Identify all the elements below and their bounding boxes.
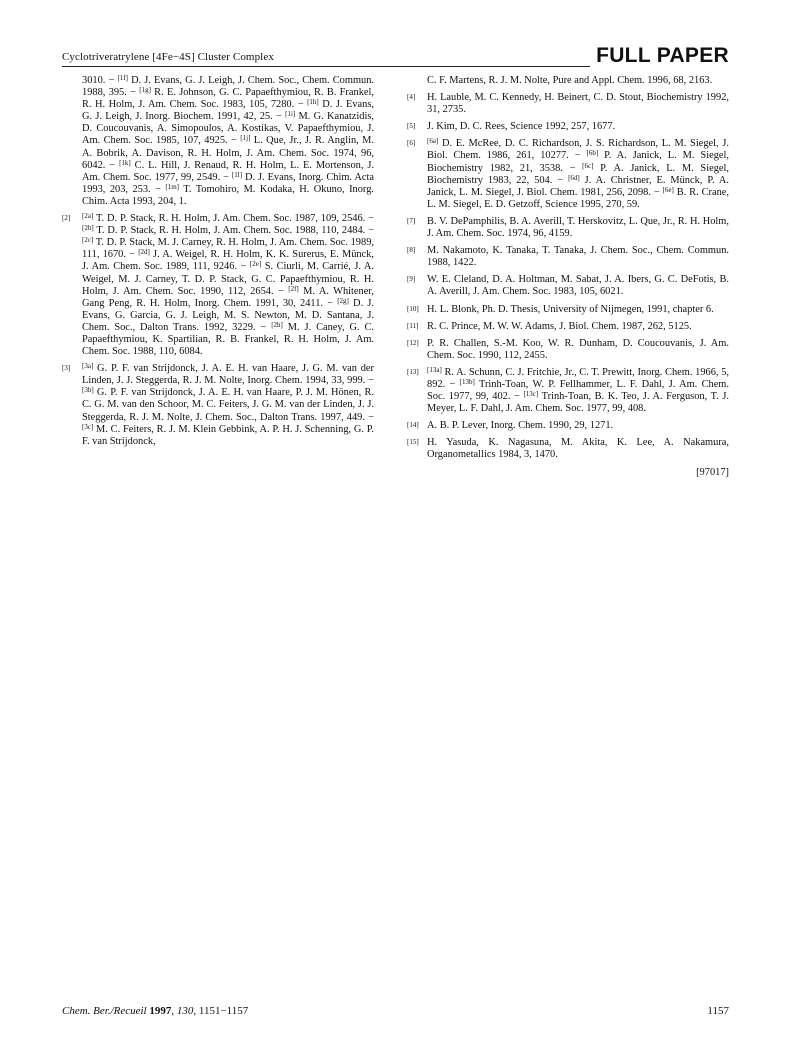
reference-2	[62, 213, 374, 358]
reference-4	[407, 92, 729, 116]
reference-3	[62, 363, 374, 448]
reference-text: J. Kim, D. C. Rees, Science 1992, 257, 1677.	[427, 121, 616, 133]
reference-text: [13a] R. A. Schunn, C. J. Fritchie, Jr., C. T. Prewitt, Inorg. Chem. 1966, 5, 892. − [13b] Trinh-Toan, W. P. Fellhammer, L. F. Dahl, J. Am. Chem. Soc. 1977, 99, 402. − [13c] Trinh-Toan, B. K. Teo, J. A. Ferguson, T. J. Meyer, L. F. Dahl, J. Am. Chem. Soc. 1977, 99, 408.	[427, 365, 729, 415]
reference-number: [13]	[407, 367, 419, 376]
reference-text: B. V. DePamphilis, B. A. Averill, T. Herskovitz, L. Que, Jr., R. H. Holm, J. Am. Chem. Soc. 1974, 96, 4159.	[427, 215, 729, 240]
footer-volume: 130	[176, 1005, 194, 1017]
reference-number: [15]	[407, 438, 419, 447]
reference-text: H. L. Blonk, Ph. D. Thesis, University of Nijmegen, 1991, chapter 6.	[427, 303, 714, 315]
references-right-column	[407, 75, 729, 479]
reference-text: P. R. Challen, S.-M. Koo, W. R. Dunham, D. Coucouvanis, J. Am. Chem. Soc. 1990, 112, 2455.	[427, 337, 729, 361]
reference-text: H. Yasuda, K. Nagasuna, M. Akita, K. Lee, A. Nakamura, Organometallics 1984, 3, 1470.	[427, 437, 729, 461]
reference-continuation	[62, 75, 374, 208]
reference-text: H. Lauble, M. C. Kennedy, H. Beinert, C. D. Stout, Biochemistry 1992, 31, 2735.	[427, 92, 729, 116]
running-title: Cyclotriveratrylene [4Fe−4S] Cluster Complex	[62, 51, 274, 63]
reference-12	[407, 338, 729, 362]
footer-journal: Chem. Ber./Recueil	[62, 1005, 147, 1017]
reference-14	[407, 420, 729, 432]
reference-number: [12]	[407, 338, 419, 347]
footer-year: 1997	[149, 1005, 172, 1017]
reference-text: A. B. P. Lever, Inorg. Chem. 1990, 29, 1271.	[427, 420, 614, 432]
reference-text: C. F. Martens, R. J. M. Nolte, Pure and Appl. Chem. 1996, 68, 2163.	[427, 75, 713, 86]
reference-number: [9]	[407, 275, 416, 284]
reference-5	[407, 121, 729, 133]
reference-10	[407, 304, 729, 316]
reference-11	[407, 321, 729, 333]
reference-text: [3a] G. P. F. van Strijdonck, J. A. E. H. van Haare, J. G. M. van der Linden, J. J. Steggerda, R. J. M. Nolte, Inorg. Chem. 1994, 33, 999. − [3b] G. P. F. van Strijdonck, J. A. E. H. van Haare, P. J. M. Hönen, R. C. G. M. van den Schoor, M. C. Feiters, J. G. M. van der Linden, J. J. Steggerda, R. J. M. Nolte, J. Chem. Soc., Dalton Trans. 1997, 449. − [3c] M. C. Feiters, R. J. M. Klein Gebbink, A. P. H. J. Schenning, G. P. F. van Strijdonck,	[82, 362, 374, 447]
reference-number: [11]	[407, 321, 419, 330]
reference-number: [6]	[407, 139, 416, 148]
reference-8	[407, 245, 729, 269]
reference-number: [4]	[407, 93, 416, 102]
footer-citation: Chem. Ber./Recueil 1997, 130, 1151−1157	[62, 1005, 249, 1017]
references-left-column	[62, 75, 374, 453]
reference-number: [3]	[62, 364, 71, 373]
reference-text: [2a] T. D. P. Stack, R. H. Holm, J. Am. Chem. Soc. 1987, 109, 2546. − [2b] T. D. P. Stack, R. H. Holm, J. Am. Chem. Soc. 1988, 110, 2484. − [2c] T. D. P. Stack, M. J. Carney, R. H. Holm, J. Am. Chem. Soc. 1989, 111, 1670. − [2d] J. A. Weigel, R. H. Holm, K. K. Surerus, E. Münck, J. Am. Chem. Soc. 1989, 111, 9246. − [2e] S. Ciurli, M. Carrié, J. A. Weigel, M. J. Carney, T. D. P. Stack, G. C. Papaefthymiou, R. H. Holm, J. Am. Chem. Soc. 1990, 112, 2654. − [2f] M. A. Whitener, Gang Peng, R. H. Holm, Inorg. Chem. 1991, 30, 2411. − [2g] D. J. Evans, G. Garcia, G. J. Leigh, M. S. Newton, M. D. Santana, J. Chem. Soc., Dalton Trans. 1992, 3229. − [2h] M. J. Caney, G. C. Papaefthymiou, K. Spartilian, R. B. Frankel, R. H. Holm, J. Am. Chem. Soc. 1988, 110, 6084.	[82, 212, 374, 358]
reference-text: W. E. Cleland, D. A. Holtman, M. Sabat, J. A. Ibers, G. C. DeFotis, B. A. Averill, J. Am. Chem. Soc. 1983, 105, 6021.	[427, 274, 729, 298]
page-number: 1157	[707, 1005, 729, 1017]
reference-13	[407, 367, 729, 415]
reference-text: R. C. Prince, M. W. W. Adams, J. Biol. Chem. 1987, 262, 5125.	[427, 320, 692, 332]
footer-pages: 1151−1157	[198, 1005, 249, 1017]
reference-text: 3010. − [1f] D. J. Evans, G. J. Leigh, J. Chem. Soc., Chem. Commun. 1988, 395. − [1g] R. E. Johnson, G. C. Papaefthymiou, R. B. Frankel, R. H. Holm, J. Am. Chem. Soc. 1983, 105, 7280. − [1h] D. J. Evans, G. J. Leigh, J. Inorg. Biochem. 1991, 42, 25. − [1i] M. G. Kanatzidis, D. Coucouvanis, A. Simopoulos, A. Kostikas, V. Papaefthymiou, J. Am. Chem. Soc. 1985, 107, 4925. − [1j] L. Que, Jr., J. R. Anglin, M. A. Bobrik, A. Davison, R. H. Holm, J. Am. Chem. Soc. 1974, 96, 6042. − [1k] C. L. Hill, J. Renaud, R. H. Holm, L. E. Mortenson, J. Am. Chem. Soc. 1977, 99, 2549. − [1l] D. J. Evans, Inorg. Chim. Acta 1993, 203, 253. − [1m] T. Tomohiro, M. Kodaka, H. Okuno, Inorg. Chim. Acta 1993, 204, 1.	[82, 74, 375, 207]
reference-number: [7]	[407, 216, 416, 225]
reference-7	[407, 216, 729, 240]
reference-9	[407, 274, 729, 298]
reference-15	[407, 437, 729, 461]
reference-number: [14]	[407, 421, 419, 430]
reference-text: M. Nakamoto, K. Tanaka, T. Tanaka, J. Chem. Soc., Chem. Commun. 1988, 1422.	[427, 245, 729, 269]
reference-text: [6a] D. E. McRee, D. C. Richardson, J. S. Richardson, L. M. Siegel, J. Biol. Chem. 1986, 261, 10277. − [6b] P. A. Janick, L. M. Siegel, Biochemistry 1982, 21, 3538. − [6c] P. A. Janick, L. M. Siegel, Biochemistry 1983, 22, 504. − [6d] J. A. Christner, E. Münck, P. A. Janick, L. M. Siegel, J. Biol. Chem. 1981, 256, 2098. − [6e] B. R. Crane, L. M. Siegel, E. D. Getzoff, Science 1995, 270, 59.	[427, 137, 730, 210]
page-header	[62, 44, 729, 67]
reference-continuation	[407, 75, 729, 87]
reference-6	[407, 138, 729, 211]
reference-number: [10]	[407, 304, 419, 313]
manuscript-code: [97017]	[696, 466, 729, 478]
reference-number: [8]	[407, 246, 416, 255]
reference-number: [2]	[62, 214, 71, 223]
reference-number: [5]	[407, 122, 416, 131]
section-label: FULL PAPER	[590, 44, 729, 68]
